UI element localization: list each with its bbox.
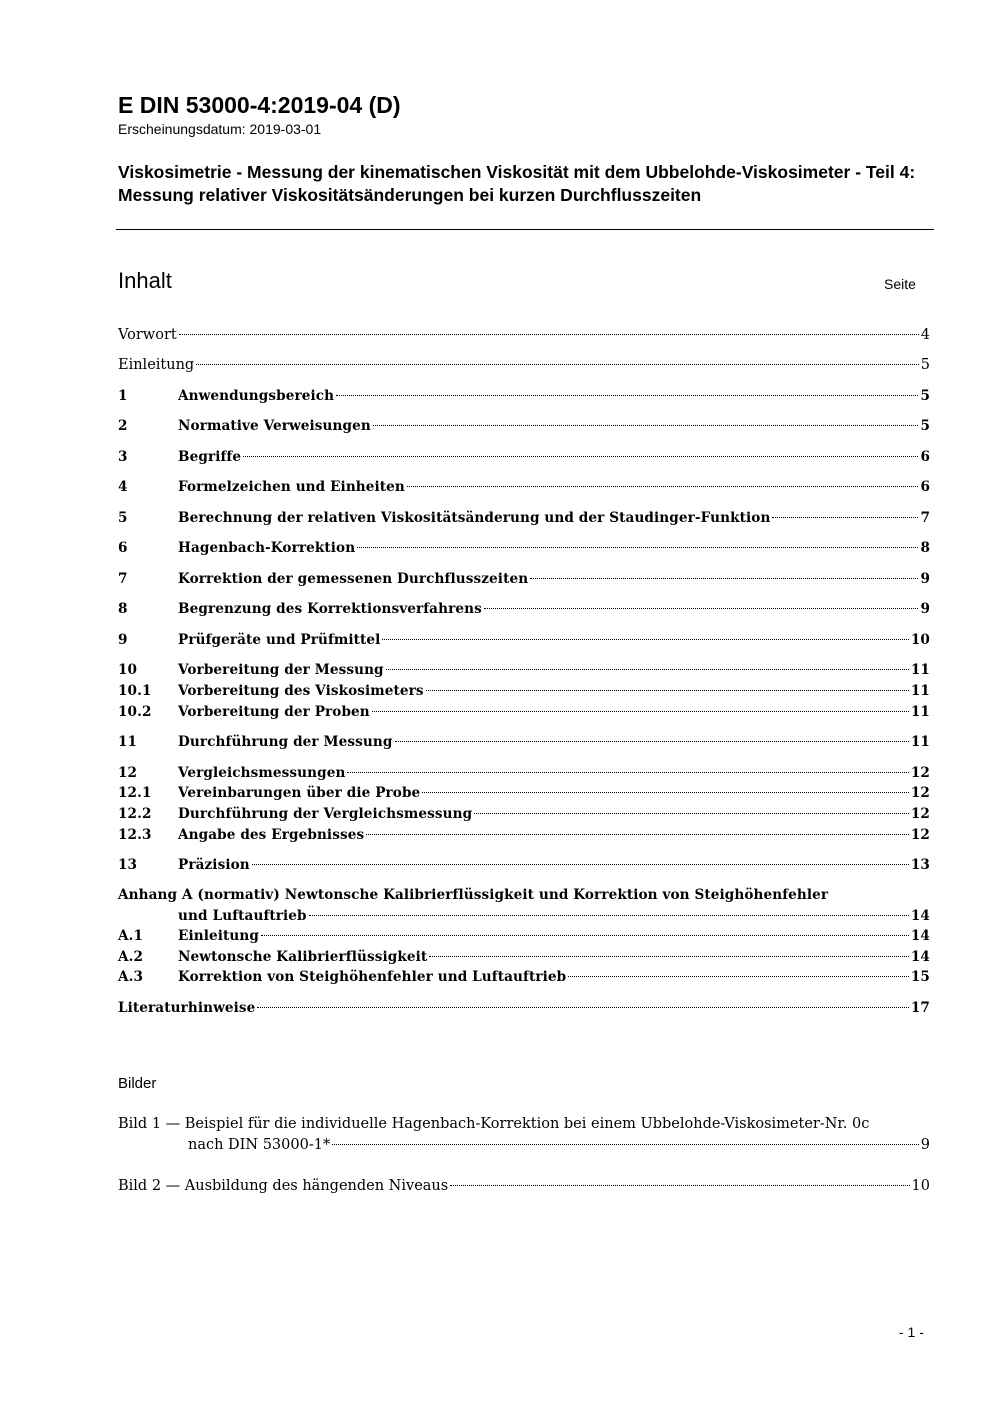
toc-entry-page: 14 <box>910 928 930 944</box>
toc-entry-number: 4 <box>118 479 128 495</box>
toc-entry-page: 4 <box>920 327 930 343</box>
toc-entry-number: 10 <box>118 662 138 678</box>
toc-entry-page: 6 <box>920 449 930 465</box>
toc-entry-text: Normative Verweisungen <box>178 418 371 434</box>
toc-entry-8[interactable] <box>118 599 930 619</box>
toc-entry-page: 12 <box>910 785 930 801</box>
toc-entry-a-2[interactable] <box>118 947 930 967</box>
figure-entry-2[interactable] <box>118 1176 930 1196</box>
toc-entry-12-2[interactable] <box>118 804 930 824</box>
dot-leader <box>252 864 909 865</box>
toc-entry-number: 13 <box>118 857 138 873</box>
dot-leader <box>426 690 909 691</box>
toc-entry-page: 5 <box>920 388 930 404</box>
toc-entry-3[interactable] <box>118 447 930 467</box>
toc-entry-a-3[interactable] <box>118 967 930 987</box>
toc-entry-13[interactable] <box>118 855 930 875</box>
toc-entry-number: 10.1 <box>118 683 152 699</box>
toc-entry-page: 5 <box>920 357 930 373</box>
toc-entry-text: Anhang A (normativ) Newtonsche Kalibrierflüssigkeit und Korrektion von Steighöhenfehler <box>118 887 829 903</box>
page-number: - 1 - <box>899 1324 924 1340</box>
toc-entry-10-2[interactable] <box>118 702 930 722</box>
toc-entry-vorwort[interactable] <box>118 325 930 345</box>
toc-entry-text: Vergleichsmessungen <box>178 765 346 781</box>
toc-entry-text: Begrenzung des Korrektionsverfahrens <box>178 601 482 617</box>
dot-leader <box>395 741 909 742</box>
dot-leader <box>386 669 909 670</box>
toc-entry-page: 14 <box>910 908 930 924</box>
dot-leader <box>474 813 909 814</box>
toc-entry-number: 10.2 <box>118 704 152 720</box>
document-id: E DIN 53000-4:2019-04 (D) <box>118 92 401 118</box>
toc-entry-text: Literaturhinweise <box>118 1000 256 1016</box>
dot-leader <box>243 456 918 457</box>
toc-entry-a-1[interactable] <box>118 926 930 946</box>
toc-entry-number: 12.1 <box>118 785 152 801</box>
dot-leader <box>568 976 909 977</box>
dot-leader <box>382 639 908 640</box>
dot-leader <box>366 834 909 835</box>
toc-entry-number: 1 <box>118 388 128 404</box>
dot-leader <box>422 792 909 793</box>
dot-leader <box>261 935 909 936</box>
figures-heading: Bilder <box>118 1075 157 1092</box>
toc-entry-page: 10 <box>910 632 930 648</box>
document-title: Viskosimetrie - Messung der kinematischen Viskosität mit dem Ubbelohde-Viskosimeter - Teil 4: Messung relativer Viskositätsänderungen bei kurzen Durchflusszeiten <box>118 162 916 205</box>
title-divider <box>116 229 934 230</box>
dot-leader <box>336 395 918 396</box>
toc-entry-5[interactable] <box>118 508 930 528</box>
toc-entry-text: Anwendungsbereich <box>178 388 335 404</box>
figure-entry-page: 9 <box>920 1137 930 1153</box>
dot-leader <box>179 334 919 335</box>
toc-entry-12-3[interactable] <box>118 825 930 845</box>
dot-leader <box>372 711 909 712</box>
toc-entry-number: 12 <box>118 765 138 781</box>
toc-entry-number: 12.2 <box>118 806 152 822</box>
toc-entry-2[interactable] <box>118 416 930 436</box>
toc-entry-12-1[interactable] <box>118 783 930 803</box>
toc-entry-page: 11 <box>910 683 930 699</box>
toc-entry-page: 11 <box>910 662 930 678</box>
toc-entry-text: Einleitung <box>118 357 195 373</box>
toc-entry-page: 12 <box>910 827 930 843</box>
dot-leader <box>484 608 919 609</box>
toc-entry-page: 14 <box>910 949 930 965</box>
figure-entry-text: Bild 2 — Ausbildung des hängenden Niveaus <box>118 1178 449 1194</box>
toc-entry-page: 5 <box>920 418 930 434</box>
page-column-label: Seite <box>884 276 916 292</box>
toc-entry-number: 11 <box>118 734 138 750</box>
dot-leader <box>332 1144 919 1145</box>
toc-entry-einleitung[interactable] <box>118 355 930 375</box>
toc-entry-number: 7 <box>118 571 128 587</box>
toc-entry-annex-a[interactable] <box>118 885 930 905</box>
toc-entry-12[interactable] <box>118 763 930 783</box>
toc-entry-text: Vorbereitung des Viskosimeters <box>178 683 424 699</box>
toc-entry-page: 13 <box>910 857 930 873</box>
dot-leader <box>347 772 908 773</box>
dot-leader <box>429 956 909 957</box>
toc-entry-number: A.1 <box>118 928 144 944</box>
toc-entry-page: 7 <box>920 510 930 526</box>
toc-entry-number: A.3 <box>118 969 144 985</box>
toc-entry-10-1[interactable] <box>118 681 930 701</box>
toc-entry-10[interactable] <box>118 660 930 680</box>
toc-entry-4[interactable] <box>118 477 930 497</box>
toc-entry-page: 8 <box>920 540 930 556</box>
toc-entry-text: Vorbereitung der Messung <box>178 662 384 678</box>
toc-entry-page: 9 <box>920 601 930 617</box>
toc-entry-6[interactable] <box>118 538 930 558</box>
toc-entry-literaturhinweise[interactable] <box>118 998 930 1018</box>
toc-entry-page: 17 <box>910 1000 930 1016</box>
toc-entry-11[interactable] <box>118 732 930 752</box>
toc-entry-text: Prüfgeräte und Prüfmittel <box>178 632 381 648</box>
dot-leader <box>530 578 918 579</box>
toc-entry-text: Präzision <box>178 857 250 873</box>
toc-entry-text: Begriffe <box>178 449 242 465</box>
toc-entry-text: Durchführung der Vergleichsmessung <box>178 806 473 822</box>
toc-entry-text: Vorwort <box>118 327 177 343</box>
toc-entry-text: Hagenbach-Korrektion <box>178 540 356 556</box>
toc-entry-number: A.2 <box>118 949 144 965</box>
toc-entry-number: 8 <box>118 601 128 617</box>
dot-leader <box>196 364 919 365</box>
toc-entry-page: 6 <box>920 479 930 495</box>
publication-date: Erscheinungsdatum: 2019-03-01 <box>118 121 322 137</box>
toc-entry-text: Vereinbarungen über die Probe <box>178 785 421 801</box>
toc-entry-page: 9 <box>920 571 930 587</box>
figure-entry-text: Bild 1 — Beispiel für die individuelle Hagenbach-Korrektion bei einem Ubbelohde-Viskosimeter-Nr. 0c <box>118 1116 870 1132</box>
toc-entry-text: Einleitung <box>178 928 259 944</box>
toc-entry-7[interactable] <box>118 569 930 589</box>
toc-entry-9[interactable] <box>118 630 930 650</box>
toc-entry-page: 12 <box>910 806 930 822</box>
dot-leader <box>373 425 919 426</box>
figure-entry-1[interactable] <box>118 1114 930 1134</box>
toc-entry-number: 5 <box>118 510 128 526</box>
figure-entry-page: 10 <box>911 1178 930 1194</box>
toc-entry-text: Newtonsche Kalibrierflüssigkeit <box>178 949 428 965</box>
toc-entry-page: 11 <box>910 704 930 720</box>
toc-entry-text: Angabe des Ergebnisses <box>178 827 365 843</box>
dot-leader <box>257 1007 908 1008</box>
dot-leader <box>450 1185 909 1186</box>
toc-entry-text: Korrektion von Steighöhenfehler und Luftauftrieb <box>178 969 567 985</box>
toc-entry-annex-a-continuation[interactable] <box>118 906 930 926</box>
dot-leader <box>309 915 909 916</box>
toc-entry-text: Formelzeichen und Einheiten <box>178 479 405 495</box>
dot-leader <box>772 517 918 518</box>
toc-entry-page: 11 <box>910 734 930 750</box>
toc-heading: Inhalt <box>118 268 172 293</box>
toc-entry-page: 12 <box>910 765 930 781</box>
figure-entry-1-continuation[interactable] <box>118 1135 930 1155</box>
toc-entry-text-continued: Luftauftrieb <box>212 908 307 924</box>
toc-entry-text-prefix: und <box>178 908 208 924</box>
toc-entry-text: Vorbereitung der Proben <box>178 704 370 720</box>
toc-entry-number: 9 <box>118 632 128 648</box>
toc-entry-1[interactable] <box>118 386 930 406</box>
dot-leader <box>407 486 919 487</box>
dot-leader <box>357 547 918 548</box>
figure-entry-text-continued: nach DIN 53000-1* <box>188 1137 331 1153</box>
toc-entry-number: 2 <box>118 418 128 434</box>
toc-entry-number: 6 <box>118 540 128 556</box>
toc-entry-text: Berechnung der relativen Viskositätsänderung und der Staudinger-Funktion <box>178 510 771 526</box>
toc-entry-text: Durchführung der Messung <box>178 734 393 750</box>
toc-entry-number: 3 <box>118 449 128 465</box>
toc-entry-text: Korrektion der gemessenen Durchflusszeiten <box>178 571 529 587</box>
toc-entry-page: 15 <box>910 969 930 985</box>
toc-entry-number: 12.3 <box>118 827 152 843</box>
